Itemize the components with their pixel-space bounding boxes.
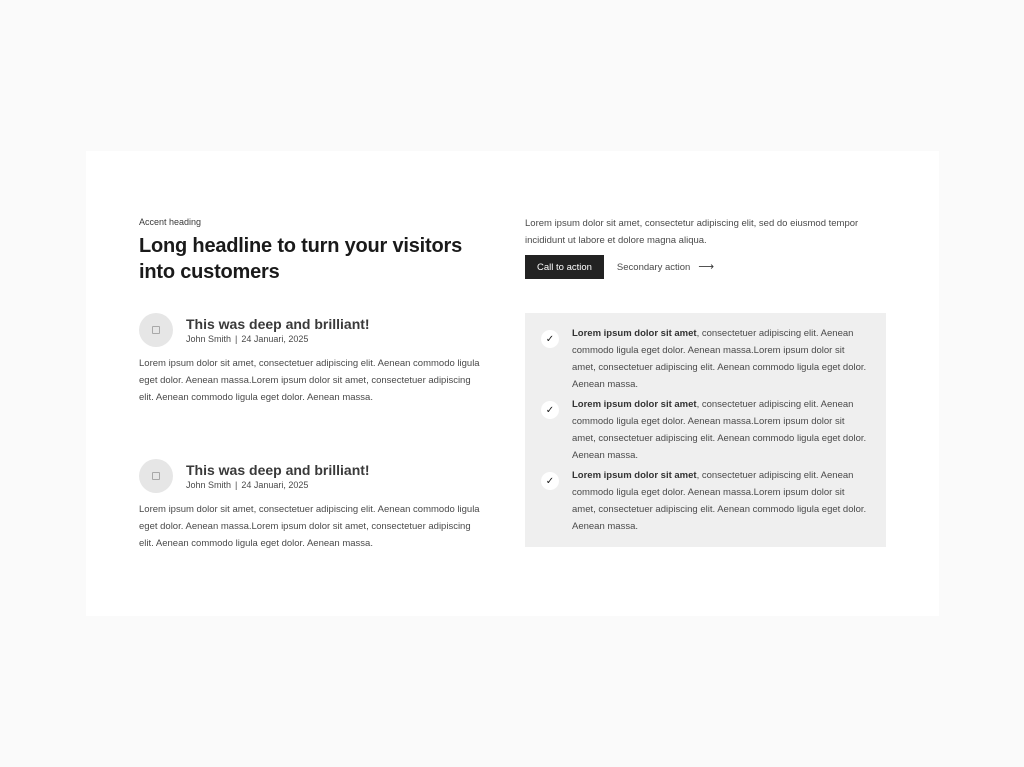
left-column bbox=[139, 216, 484, 549]
review-meta bbox=[186, 459, 370, 491]
feature-description: , consectetuer adipiscing elit. Aenean commodo ligula eget dolor. Aenean massa.Lorem ipsum dolor sit amet, consectetuer adipiscing elit. Aenean commodo ligula eget dolor. Aenean massa. bbox=[572, 399, 867, 461]
byline-separator: | bbox=[235, 480, 238, 490]
review-card bbox=[139, 313, 484, 406]
feature-bold: Lorem ipsum dolor sit amet bbox=[572, 328, 697, 339]
image-placeholder-icon bbox=[152, 326, 160, 334]
feature-item bbox=[541, 467, 870, 535]
secondary-action-label: Secondary action bbox=[616, 261, 691, 273]
review-body: Lorem ipsum dolor sit amet, consectetuer adipiscing elit. Aenean commodo ligula eget dolor. Aenean massa.Lorem ipsum dolor sit amet, consectetuer adipiscing elit. Aenean commodo ligula eget dolor. Aenean massa. bbox=[139, 358, 480, 403]
review-byline bbox=[186, 479, 370, 491]
review-body: Lorem ipsum dolor sit amet, consectetuer adipiscing elit. Aenean commodo ligula eget dolor. Aenean massa.Lorem ipsum dolor sit amet, consectetuer adipiscing elit. Aenean commodo ligula eget dolor. Aenean massa. bbox=[139, 504, 480, 549]
review-card bbox=[139, 459, 484, 552]
intro-text: Lorem ipsum dolor sit amet, consectetur adipiscing elit, sed do eiusmod tempor incididunt ut labore et dolore magna aliqua. bbox=[525, 218, 859, 246]
right-column bbox=[525, 215, 886, 532]
feature-item bbox=[541, 325, 870, 393]
avatar bbox=[139, 459, 173, 493]
feature-item bbox=[541, 396, 870, 464]
checkmark-icon: ✓ bbox=[541, 330, 559, 348]
review-byline bbox=[186, 333, 370, 345]
byline-separator: | bbox=[235, 334, 238, 344]
review-title: This was deep and brilliant! bbox=[186, 316, 370, 332]
content-card bbox=[86, 151, 939, 616]
feature-description: , consectetuer adipiscing elit. Aenean commodo ligula eget dolor. Aenean massa.Lorem ipsum dolor sit amet, consectetuer adipiscing elit. Aenean commodo ligula eget dolor. Aenean massa. bbox=[572, 328, 867, 390]
secondary-action-link[interactable] bbox=[617, 262, 714, 273]
image-placeholder-icon bbox=[152, 472, 160, 480]
review-title: This was deep and brilliant! bbox=[186, 462, 370, 478]
action-row bbox=[525, 255, 886, 279]
feature-text bbox=[572, 396, 870, 464]
feature-bold: Lorem ipsum dolor sit amet bbox=[572, 470, 697, 481]
checkmark-icon: ✓ bbox=[541, 472, 559, 490]
review-header bbox=[139, 313, 484, 347]
checkmark-icon: ✓ bbox=[541, 401, 559, 419]
feature-bold: Lorem ipsum dolor sit amet bbox=[572, 399, 697, 410]
arrow-right-icon: ⟶ bbox=[698, 261, 715, 273]
review-author: John Smith bbox=[186, 480, 232, 490]
review-date: 24 Januari, 2025 bbox=[241, 334, 309, 344]
feature-text bbox=[572, 325, 870, 393]
avatar bbox=[139, 313, 173, 347]
accent-heading: Accent heading bbox=[139, 217, 202, 227]
page-headline: Long headline to turn your visitors into customers bbox=[139, 235, 463, 283]
call-to-action-button[interactable]: Call to action bbox=[525, 255, 604, 279]
review-author: John Smith bbox=[186, 334, 232, 344]
feature-description: , consectetuer adipiscing elit. Aenean commodo ligula eget dolor. Aenean massa.Lorem ipsum dolor sit amet, consectetuer adipiscing elit. Aenean commodo ligula eget dolor. Aenean massa. bbox=[572, 470, 867, 532]
review-date: 24 Januari, 2025 bbox=[241, 480, 309, 490]
feature-text bbox=[572, 467, 870, 535]
feature-panel bbox=[525, 313, 886, 547]
review-header bbox=[139, 459, 484, 493]
review-meta bbox=[186, 313, 370, 345]
